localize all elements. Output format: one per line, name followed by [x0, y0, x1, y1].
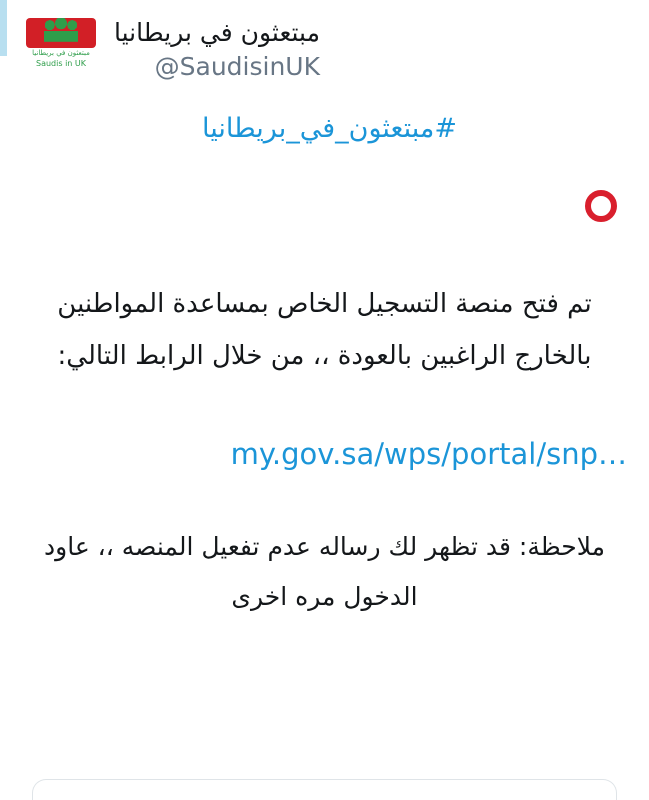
red-circle-emoji	[585, 190, 617, 222]
author-names	[114, 14, 320, 84]
author-handle[interactable]: @SaudisinUK	[154, 52, 320, 81]
emoji-row	[22, 190, 627, 226]
hashtag-link[interactable]: #مبتعثون_في_بريطانيا	[202, 113, 457, 144]
avatar[interactable]	[22, 14, 100, 76]
tweet-body-text: تم فتح منصة التسجيل الخاص بمساعدة المواطنين بالخارج الراغبين بالعودة ،، من خلال الرابط التالي:	[57, 289, 592, 371]
link-preview-card[interactable]	[32, 779, 617, 800]
avatar-arabic-caption: مبتعثون في بريطانيا	[32, 49, 90, 57]
left-accent-bar	[0, 0, 7, 56]
people-group-icon	[44, 18, 78, 42]
tweet-header	[22, 14, 627, 84]
author-display-name[interactable]: مبتعثون في بريطانيا	[114, 18, 320, 47]
avatar-english-caption: Saudis in UK	[36, 59, 86, 68]
tweet-link[interactable]: my.gov.sa/wps/portal/snp…	[230, 437, 627, 471]
tweet-note-text: ملاحظة: قد تظهر لك رساله عدم تفعيل المنصه ،، عاود الدخول مره اخرى	[44, 532, 605, 611]
